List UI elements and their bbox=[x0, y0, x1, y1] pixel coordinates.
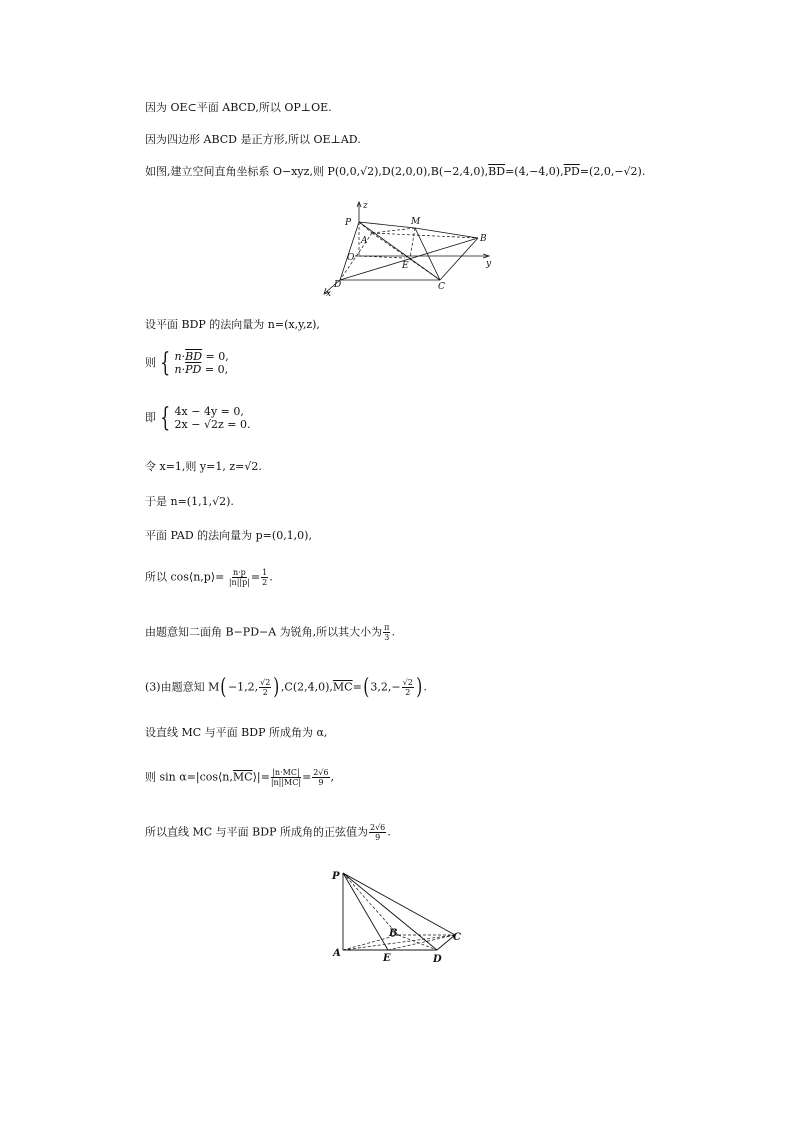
text-line-10: 所以 cos⟨n,p⟩= $\frac{n\cdot p}{|n||p|}$ = $\frac{1}{2}$ . bbox=[145, 568, 273, 587]
text-line-12: (3)由题意知 M(−1,2, $\frac{√2}{2}$ )$,C(2,4,0),\overline{MC}=(3,2,-$ $\frac{√2}{2}$ ). bbox=[145, 674, 427, 700]
label-E: E bbox=[402, 261, 409, 271]
label-C: C bbox=[453, 932, 461, 943]
coordinate-figure bbox=[318, 200, 498, 300]
label-A: A bbox=[361, 236, 368, 246]
equation-system-1: 则 { $n\cdot\overline{BD} = 0$, $n\cdot\overline{PD} = 0$, bbox=[145, 348, 229, 378]
label-P: P bbox=[332, 871, 340, 882]
label-y: y bbox=[486, 259, 492, 269]
text-line-1: 因为 OE⊂平面 ABCD,所以 OP⊥OE. bbox=[145, 101, 332, 114]
label-z: z bbox=[363, 201, 368, 211]
equation-n-bd: $n\cdot\overline{BD} = 0$, bbox=[174, 350, 229, 363]
fraction-answer: $\frac{2√6}{9}$ bbox=[369, 823, 386, 842]
label-B: B bbox=[389, 928, 398, 939]
text-line-13: 设直线 MC 与平面 BDP 所成角为 α, bbox=[145, 726, 328, 739]
label-A: A bbox=[333, 948, 341, 959]
equation-n-pd: $n\cdot\overline{PD} = 0$, bbox=[174, 363, 229, 376]
label-M: M bbox=[411, 217, 421, 227]
fraction-half: $\frac{1}{2}$ bbox=[262, 568, 268, 587]
text-line-15: 所以直线 MC 与平面 BDP 所成角的正弦值为 $\frac{2√6}{9}$ . bbox=[145, 823, 391, 842]
label-C: C bbox=[438, 282, 445, 292]
label-D: D bbox=[433, 954, 442, 965]
label-E: E bbox=[383, 953, 391, 964]
fraction-sin: $\frac{|n\cdot MC|}{|n||MC|}$ bbox=[270, 768, 302, 787]
text-line-11: 由题意知二面角 B−PD−A 为锐角,所以其大小为 $\frac{\pi}{3}$ . bbox=[145, 623, 395, 642]
label-D: D bbox=[334, 280, 342, 290]
text-line-7: 令 x=1,则 y=1, z=√2. bbox=[145, 460, 262, 473]
label-B: B bbox=[480, 234, 487, 244]
fraction-cos: $\frac{n\cdot p}{|n||p|}$ bbox=[228, 568, 250, 587]
text-line-4: 设平面 BDP 的法向量为 n=(x,y,z), bbox=[145, 318, 320, 331]
vector-mc: $\overline{MC}$ bbox=[332, 680, 353, 694]
label-x: x bbox=[326, 289, 332, 299]
text-line-2: 因为四边形 ABCD 是正方形,所以 OE⊥AD. bbox=[145, 133, 361, 146]
text-line-8: 于是 n=(1,1,√2). bbox=[145, 495, 234, 508]
text-line-3: 如图,建立空间直角坐标系 O−xyz,则 $P(0,0,√2),D(2,0,0),B(-2,4,0),\overline{BD}=(4,-4,0),\overline{PD}=(2,0,-√2)$. bbox=[145, 165, 646, 178]
vector-pd: $\overline{PD}$ bbox=[563, 165, 580, 178]
vector-bd: $\overline{BD}$ bbox=[488, 165, 506, 178]
label-P: P bbox=[345, 218, 352, 228]
fraction-pi-over-3: $\frac{\pi}{3}$ bbox=[384, 623, 390, 642]
label-O: O bbox=[347, 253, 355, 263]
pyramid-figure bbox=[328, 866, 468, 966]
equation-system-2: 即 { 4x − 4y = 0, 2x − √2z = 0. bbox=[145, 403, 251, 433]
text-line-14: 则 $\sin \alpha=|\cos⟨n,\overline{MC}⟩|=$ $\frac{|n\cdot MC|}{|n||MC|}$ = $\frac{2√6}{9}$ , bbox=[145, 768, 335, 787]
text-line-9: 平面 PAD 的法向量为 p=(0,1,0), bbox=[145, 529, 312, 542]
